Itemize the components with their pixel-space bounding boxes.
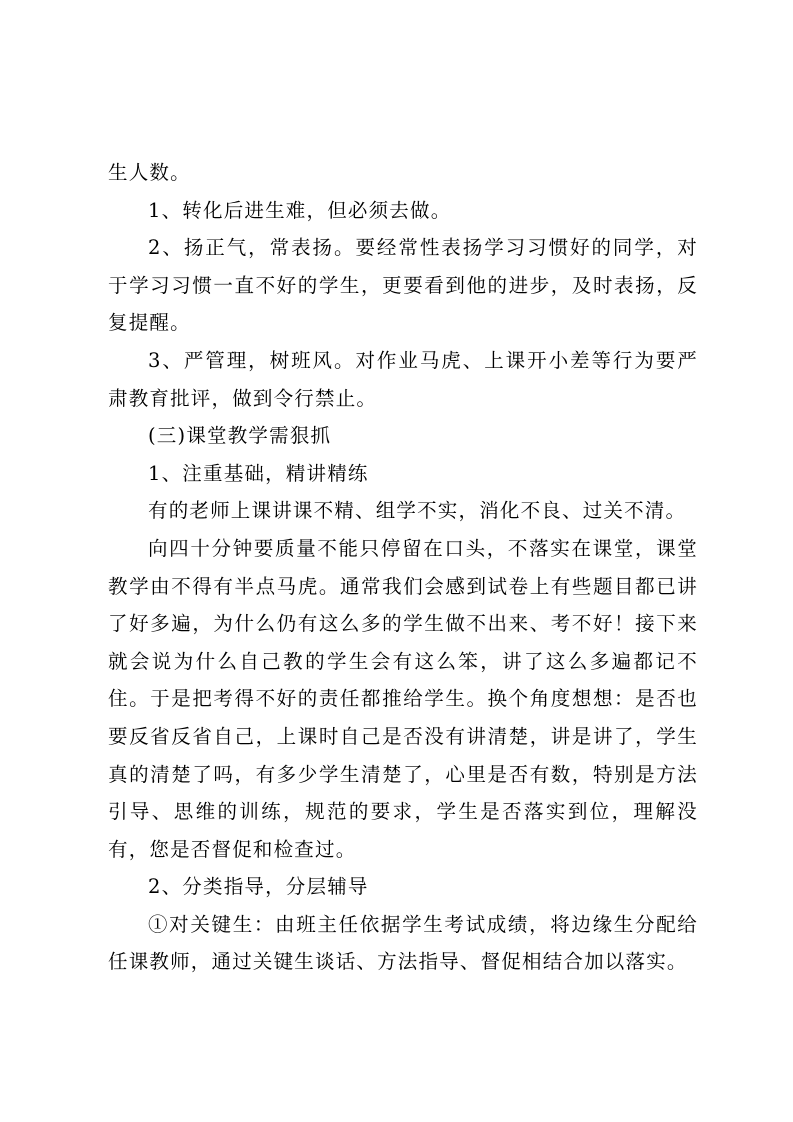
- document-body: [108, 154, 698, 981]
- paragraph-item-1: 1、转化后进生难，但必须去做。: [148, 198, 452, 222]
- section-heading: (三)课堂教学需狠抓: [148, 424, 332, 448]
- subsection-heading-2: 2、分类指导，分层辅导: [148, 875, 369, 899]
- paragraph-item-3: 3、严管理，树班风。对作业马虎、上课开小差等行为要严肃教育批评，做到令行禁止。: [108, 348, 698, 410]
- paragraph-body-2: 向四十分钟要质量不能只停留在口头，不落实在课堂，课堂教学由不得有半点马虎。通常我们会感到试卷上有些题目都已讲了好多遍，为什么仍有这么多的学生做不出来、考不好！接下来就会说为什么自己教的学生会有这么笨，讲了这么多遍都记不住。于是把考得不好的责任都推给学生。换个角度想想：是否也要反省反省自己，上课时自己是否没有讲清楚，讲是讲了，学生真的清楚了吗，有多少学生清楚了，心里是否有数，特别是方法引导、思维的训练，规范的要求，学生是否落实到位，理解没有，您是否督促和检查过。: [108, 536, 698, 861]
- paragraph-body-3: ①对关键生：由班主任依据学生考试成绩，将边缘生分配给任课教师，通过关键生谈话、方法指导、督促相结合加以落实。: [108, 912, 698, 974]
- paragraph-continuation: 生人数。: [108, 161, 191, 184]
- paragraph-item-2: 2、扬正气，常表扬。要经常性表扬学习习惯好的同学，对于学习习惯一直不好的学生，更要看到他的进步，及时表扬，反复提醒。: [108, 236, 698, 335]
- paragraph-body-1: 有的老师上课讲课不精、组学不实，消化不良、过关不清。: [148, 499, 687, 523]
- subsection-heading-1: 1、注重基础，精讲精练: [148, 461, 369, 485]
